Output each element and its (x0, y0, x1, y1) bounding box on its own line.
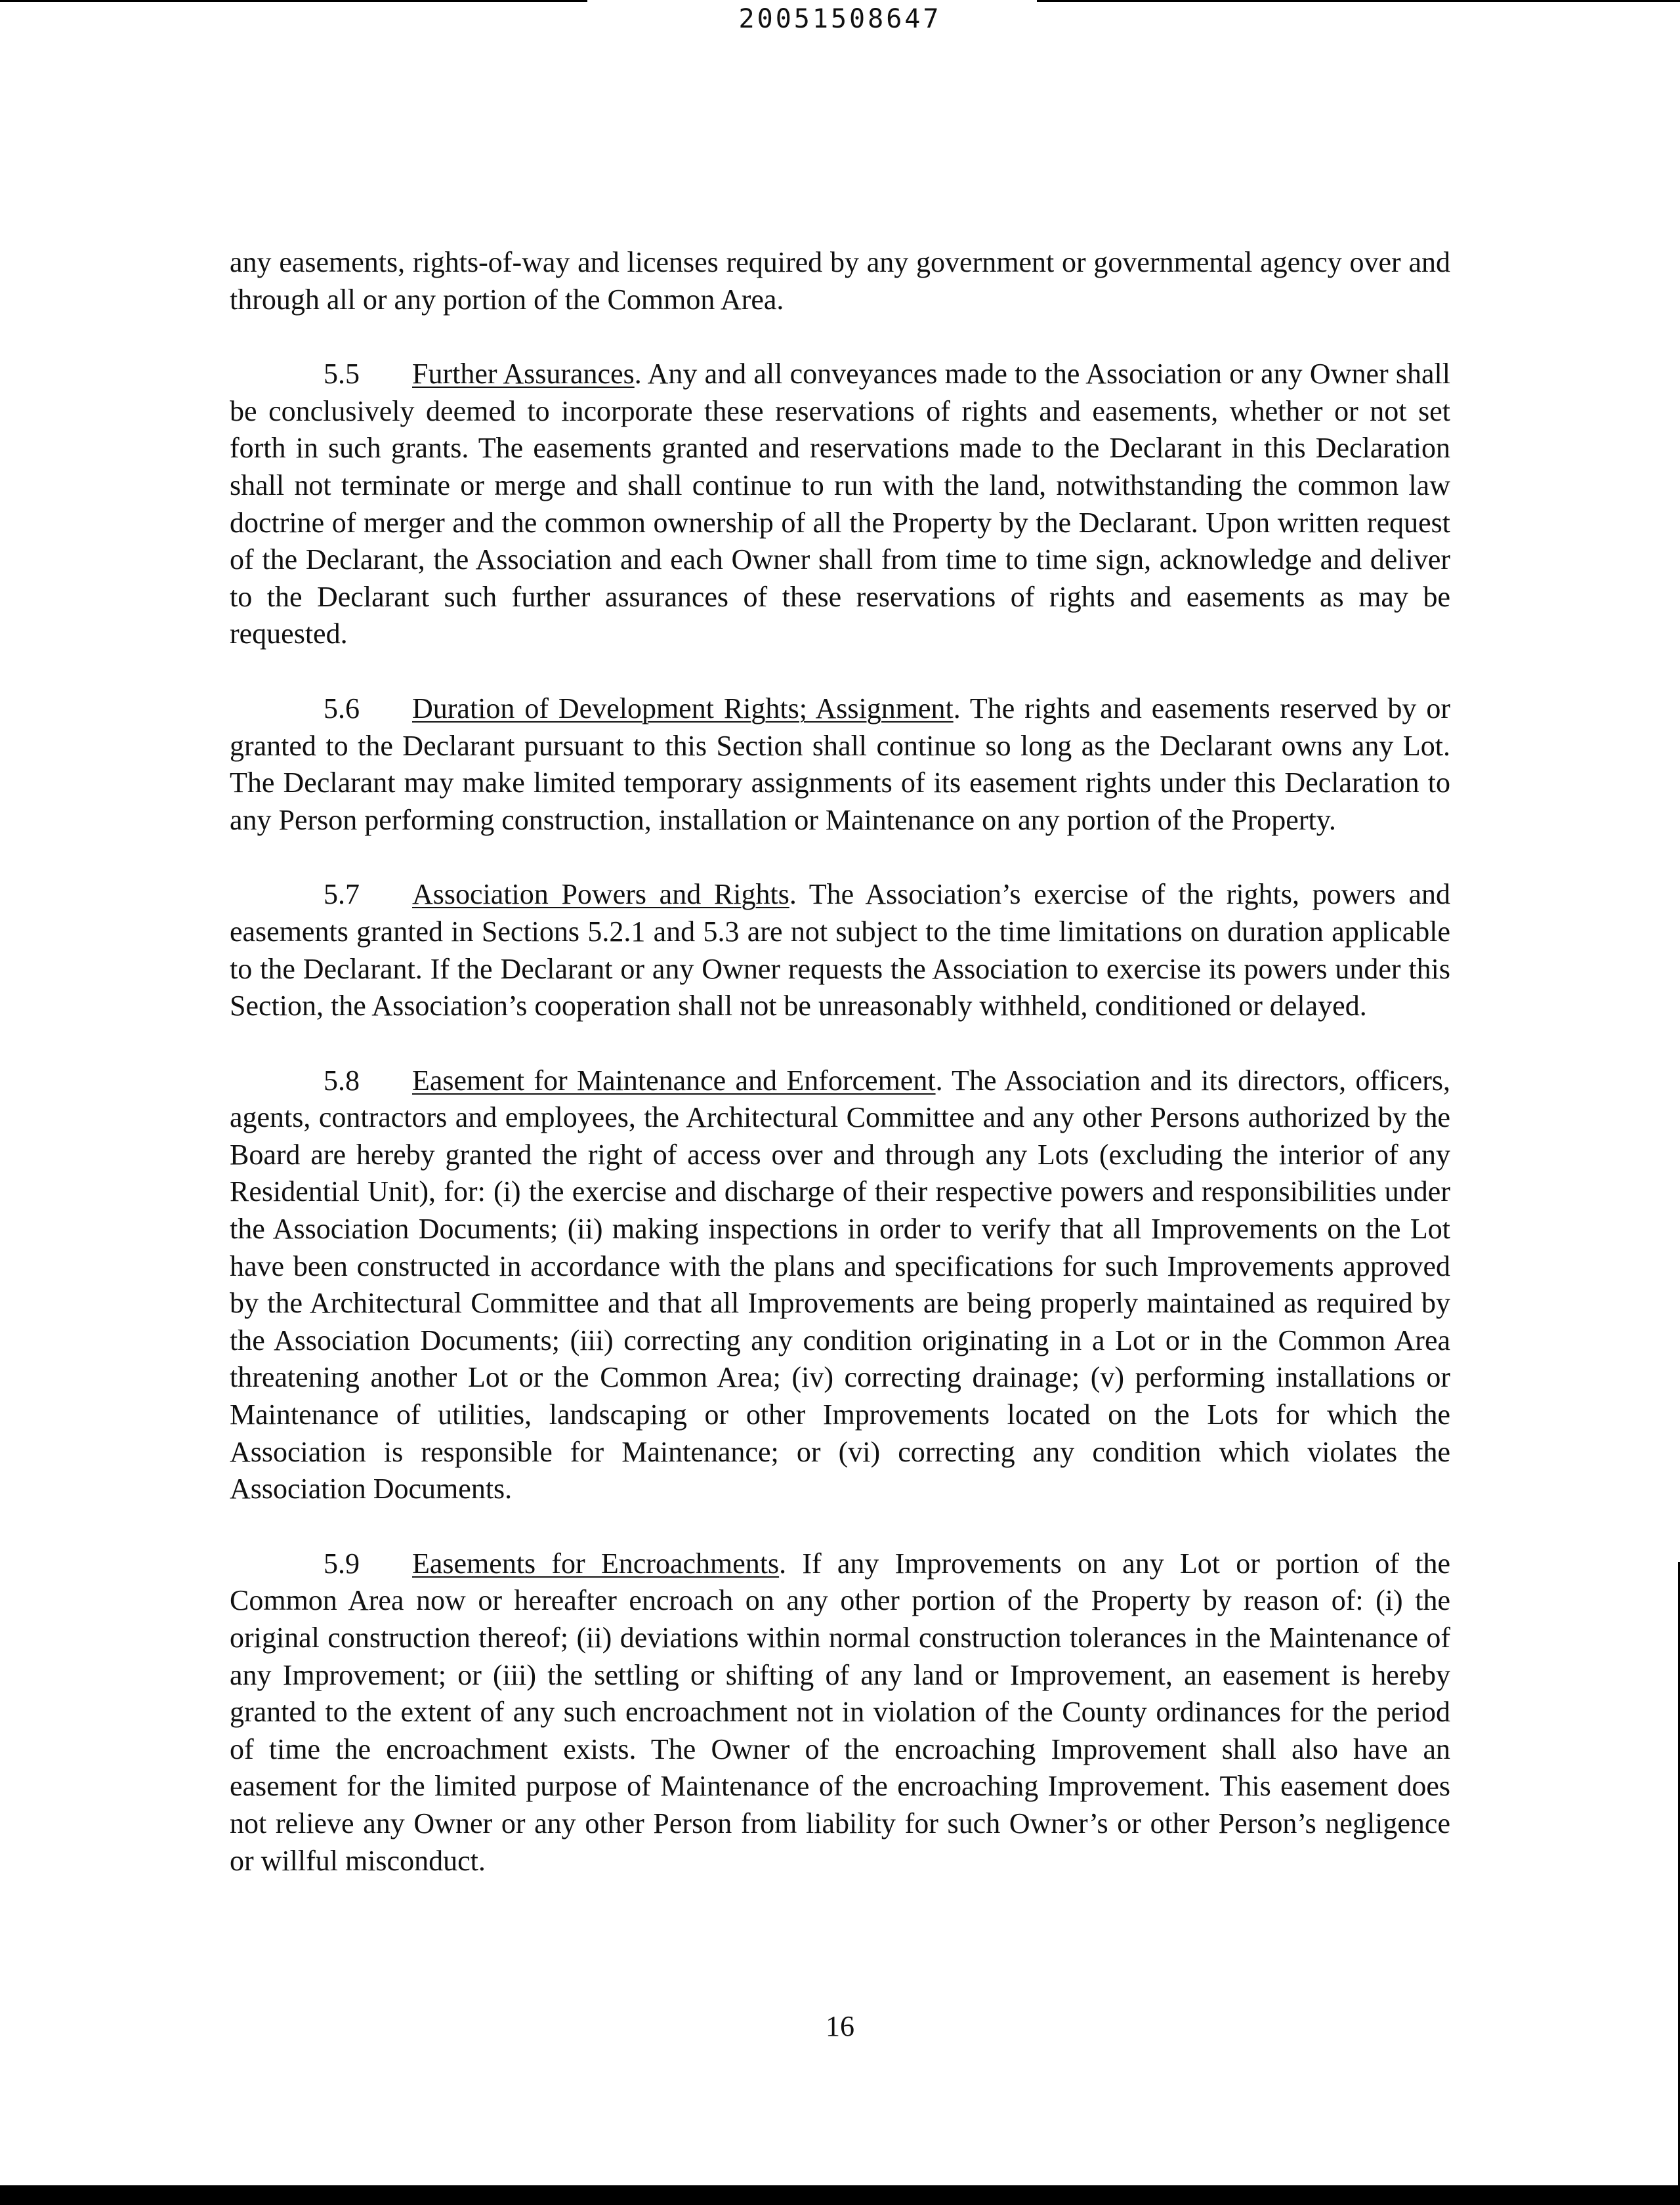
scan-border-bottom (0, 2185, 1680, 2205)
section-number: 5.9 (324, 1547, 360, 1580)
section-5-8: 5.8 Easement for Maintenance and Enforcement. The Association and its directors, officers, agents, contractors and employees, the Architectural Committee and any other Persons authorized by the Board are hereby granted the right of access over and through any Lots (excluding the interior of any Residential Unit), for: (i) the exercise and discharge of their respective powers and responsibilities under the Association Documents; (ii) making inspections in order to verify that all Improvements on the Lot have been constructed in accordance with the plans and specifications for such Improvements approved by the Architectural Committee and that all Improvements are being properly maintained as required by the Association Documents; (iii) correcting any condition originating in a Lot or in the Common Area threatening another Lot or the Common Area; (iv) correcting drainage; (v) performing installations or Maintenance of utilities, landscaping or other Improvements located on the Lots for which the Association is responsible for Maintenance; or (vi) correcting any condition which violates the Association Documents. (230, 1062, 1450, 1508)
section-body: The rights and easements reserved by or granted to the Declarant pursuant to this Section shall continue so long as the Declarant owns any Lot. The Declarant may make limited temporary assignments of its easement rights under this Declaration to any Person performing construction, installation or Maintenance on any portion of the Property. (230, 692, 1450, 836)
scan-border-top-left (0, 0, 587, 2)
section-title: Association Powers and Rights (412, 878, 789, 911)
intro-text: any easements, rights-of-way and licenses required by any government or governmental agency over and through all or any portion of the Common Area. (230, 246, 1450, 316)
section-body: The Association and its directors, officers, agents, contractors and employees, the Architectural Committee and any other Persons authorized by the Board are hereby granted the right of access over and through any Lots (excluding the interior of any Residential Unit), for: (i) the exercise and discharge of their respective powers and responsibilities under the Association Documents; (ii) making inspections in order to verify that all Improvements on the Lot have been constructed in accordance with the plans and specifications for such Improvements approved by the Architectural Committee and that all Improvements are being properly maintained as required by the Association Documents; (iii) correcting any condition originating in a Lot or in the Common Area threatening another Lot or the Common Area; (iv) correcting drainage; (v) performing installations or Maintenance of utilities, landscaping or other Improvements located on the Lots for which the Association is responsible for Maintenance; or (vi) correcting any condition which violates the Association Documents. (230, 1064, 1450, 1505)
section-number: 5.8 (324, 1064, 360, 1097)
section-5-9: 5.9 Easements for Encroachments. If any Improvements on any Lot or portion of the Common Area now or hereafter encroach on any other portion of the Property by reason of: (i) the original construction thereof; (ii) deviations within normal construction tolerances in the Maintenance of any Improvement; or (iii) the settling or shifting of any land or Improvement, an easement is hereby granted to the extent of any such encroachment not in violation of the County ordinances for the period of time the encroachment exists. The Owner of the encroaching Improvement shall also have an easement for the limited purpose of Maintenance of the encroaching Improvement. This easement does not relieve any Owner or any other Person from liability for such Owner’s or other Person’s negligence or willful misconduct. (230, 1545, 1450, 1880)
intro-paragraph (230, 244, 1450, 318)
scan-border-top-right (1037, 0, 1680, 2)
page-number: 16 (826, 2010, 854, 2042)
section-title: Further Assurances (412, 358, 635, 390)
section-number: 5.6 (324, 692, 360, 724)
section-body: Any and all conveyances made to the Association or any Owner shall be conclusively deemed to incorporate these reservations of rights and easements, whether or not set forth in such grants. The easements granted and reservations made to the Declarant in this Declaration shall not terminate or merge and shall continue to run with the land, notwithstanding the common law doctrine of merger and the common ownership of all the Property by the Declarant. Upon written request of the Declarant, the Association and each Owner shall from time to time sign, acknowledge and deliver to the Declarant such further assurances of these reservations of rights and easements as may be requested. (230, 358, 1450, 650)
section-title: Easements for Encroachments (412, 1547, 780, 1580)
document-number: 20051508647 (738, 4, 942, 34)
document-body (230, 244, 1450, 1880)
section-5-7: 5.7 Association Powers and Rights. The Association’s exercise of the rights, powers and easements granted in Sections 5.2.1 and 5.3 are not subject to the time limitations on duration applicable to the Declarant. If the Declarant or any Owner requests the Association to exercise its powers under this Section, the Association’s cooperation shall not be unreasonably withheld, conditioned or delayed. (230, 876, 1450, 1024)
section-body: The Association’s exercise of the rights, powers and easements granted in Sections 5.2.1 and 5.3 are not subject to the time limitations on duration applicable to the Declarant. If the Declarant or any Owner requests the Association to exercise its powers under this Section, the Association’s cooperation shall not be unreasonably withheld, conditioned or delayed. (230, 878, 1450, 1022)
section-body: If any Improvements on any Lot or portion of the Common Area now or hereafter encroach on any other portion of the Property by reason of: (i) the original construction thereof; (ii) deviations within normal construction tolerances in the Maintenance of any Improvement; or (iii) the settling or shifting of any land or Improvement, an easement is hereby granted to the extent of any such encroachment not in violation of the County ordinances for the period of time the encroachment exists. The Owner of the encroaching Improvement shall also have an easement for the limited purpose of Maintenance of the encroaching Improvement. This easement does not relieve any Owner or any other Person from liability for such Owner’s or other Person’s negligence or willful misconduct. (230, 1547, 1450, 1877)
section-5-6: 5.6 Duration of Development Rights; Assignment. The rights and easements reserved by or granted to the Declarant pursuant to this Section shall continue so long as the Declarant owns any Lot. The Declarant may make limited temporary assignments of its easement rights under this Declaration to any Person performing construction, installation or Maintenance on any portion of the Property. (230, 690, 1450, 839)
section-title: Duration of Development Rights; Assignment (412, 692, 954, 724)
section-number: 5.5 (324, 358, 360, 390)
section-number: 5.7 (324, 878, 360, 911)
section-5-5: 5.5 Further Assurances. Any and all conveyances made to the Association or any Owner shall be conclusively deemed to incorporate these reservations of rights and easements, whether or not set forth in such grants. The easements granted and reservations made to the Declarant in this Declaration shall not terminate or merge and shall continue to run with the land, notwithstanding the common law doctrine of merger and the common ownership of all the Property by the Declarant. Upon written request of the Declarant, the Association and each Owner shall from time to time sign, acknowledge and deliver to the Declarant such further assurances of these reservations of rights and easements as may be requested. (230, 356, 1450, 653)
section-title: Easement for Maintenance and Enforcement (412, 1064, 936, 1097)
